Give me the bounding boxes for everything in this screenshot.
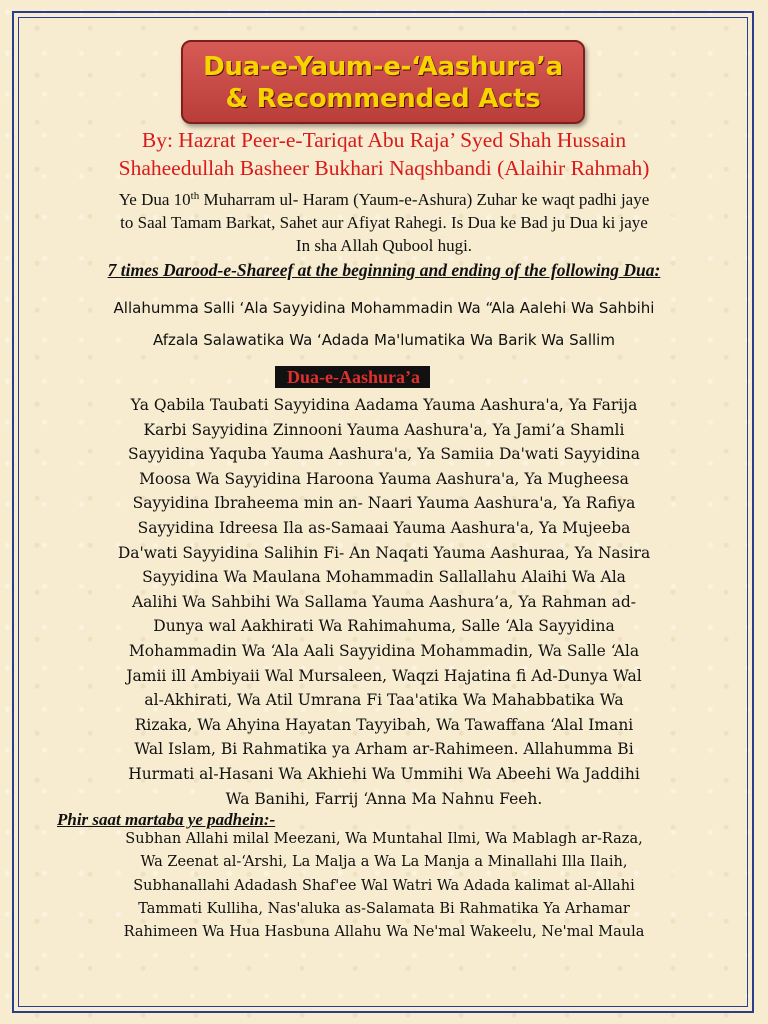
tasbih-line: Subhan Allahi milal Meezani, Wa Muntahal Ilmi, Wa Mablagh ar-Raza,	[125, 831, 643, 847]
intro-line-3: In sha Allah Qubool hugi.	[295, 236, 473, 255]
intro-line-1-sup: th	[190, 190, 200, 202]
dua-line: Jamii ill Ambiyaii Wal Mursaleen, Waqzi Hajatina fi Ad-Dunya Wal	[126, 666, 642, 685]
author-line-2: Shaheedullah Basheer Bukhari Naqshbandi (Alaihir Rahmah)	[118, 156, 650, 180]
phir-heading: Phir saat martaba ye padhein:-	[57, 810, 276, 829]
intro-line-1	[30, 188, 738, 211]
intro-line-1-pre: Ye Dua 10	[118, 190, 191, 209]
darood-line-2: Afzala Salawatika Wa ‘Adada Ma'lumatika Wa Barik Wa Sallim	[153, 331, 615, 349]
dua-line: Wal Islam, Bi Rahmatika ya Arham ar-Rahimeen. Allahumma Bi	[134, 740, 634, 759]
darood-instruction: 7 times Darood-e-Shareef at the beginning and ending of the following Dua:	[107, 260, 661, 280]
darood-text	[30, 292, 738, 356]
dua-line: Da'wati Sayyidina Salihin Fi- An Naqati Yauma Aashuraa, Ya Nasira	[117, 543, 651, 562]
dua-line: Mohammadin Wa ‘Ala Aali Sayyidina Mohammadin, Wa Salle ‘Ala	[128, 641, 640, 660]
darood-line-1: Allahumma Salli ‘Ala Sayyidina Mohammadin Wa “Ala Aalehi Wa Sahbihi	[113, 299, 655, 317]
author-credit	[30, 126, 738, 182]
dua-line: Moosa Wa Sayyidina Haroona Yauma Aashura'a, Ya Mugheesa	[139, 469, 629, 488]
title-line-1: Dua-e-Yaum-e-‘Aashura’a	[203, 52, 563, 82]
dua-line: Rizaka, Wa Ahyina Hayatan Tayyibah, Wa Tawaffana ‘Alal Imani	[134, 715, 634, 734]
dua-line: Sayyidina Idreesa Ila as-Samaai Yauma Aashura'a, Ya Mujeeba	[137, 518, 631, 537]
dua-line: Ya Qabila Taubati Sayyidina Aadama Yauma Aashura'a, Ya Farija	[130, 396, 638, 414]
dua-line: Sayyidina Yaquba Yauma Aashura'a, Ya Samiia Da'wati Sayyidina	[128, 445, 640, 464]
intro-line-2: to Saal Tamam Barkat, Sahet aur Afiyat Rahegi. Is Dua ke Bad ju Dua ki jaye	[120, 213, 648, 232]
dua-text	[30, 393, 738, 811]
tasbih-line: Wa Zeenat al-‘Arshi, La Malja a Wa La Manja a Minallahi Illa Ilaih,	[140, 854, 628, 871]
author-line-1: By: Hazrat Peer-e-Tariqat Abu Raja’ Syed Shah Hussain	[141, 128, 627, 152]
dua-line: al-Akhirati, Wa Atil Umrana Fi Taa'atika Wa Mahabbatika Wa	[144, 691, 624, 710]
dua-line: Dunya wal Aakhirati Wa Rahimahuma, Salle ‘Ala Sayyidina	[153, 617, 615, 636]
intro-line-1-post: Muharram ul- Haram (Yaum-e-Ashura) Zuhar ke waqt padhi jaye	[199, 190, 650, 209]
dua-line: Sayyidina Ibraheema min an- Naari Yauma Aashura'a, Ya Rafiya	[132, 494, 636, 513]
dua-line: Sayyidina Wa Maulana Mohammadin Sallallahu Alaihi Wa Ala	[142, 568, 626, 587]
tasbih-line: Subhanallahi Adadash Shaf'ee Wal Watri Wa Adada kalimat al-Allahi	[133, 877, 635, 894]
dua-line: Aalihi Wa Sahbihi Wa Sallama Yauma Aashura’a, Ya Rahman ad-	[131, 592, 637, 611]
dua-line: Hurmati al-Hasani Wa Akhiehi Wa Ummihi Wa Abeehi Wa Jaddihi	[128, 764, 640, 783]
intro-paragraph	[30, 188, 738, 257]
dua-line: Karbi Sayyidina Zinnooni Yauma Aashura'a, Ya Jami’a Shamli	[143, 420, 625, 439]
tasbih-text	[30, 828, 738, 944]
tasbih-line: Rahimeen Wa Hua Hasbuna Allahu Wa Ne'mal Wakeelu, Ne'mal Maula	[123, 924, 645, 941]
title-banner	[181, 40, 585, 124]
title-line-2: & Recommended Acts	[225, 84, 541, 114]
section-heading-dua: Dua-e-Aashura’a	[275, 366, 430, 388]
dua-line: Wa Banihi, Farrij ‘Anna Ma Nahnu Feeh.	[225, 789, 543, 808]
tasbih-line: Tammati Kulliha, Nas'aluka as-Salamata Bi Rahmatika Ya Arhamar	[138, 900, 630, 917]
